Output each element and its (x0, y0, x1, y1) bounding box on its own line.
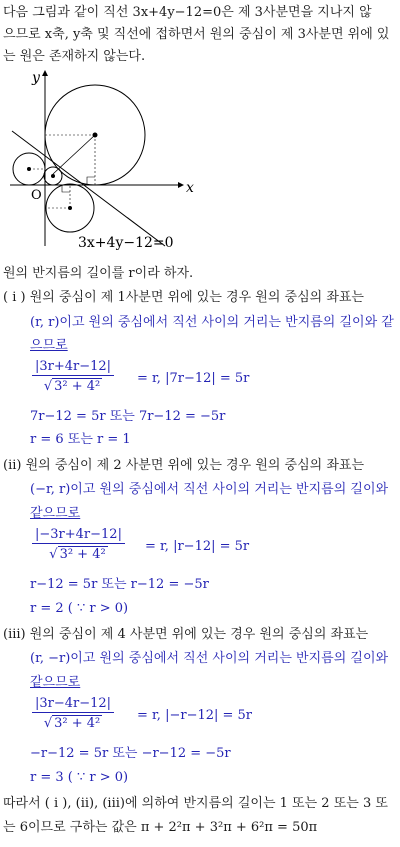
case2-eq1: r−12 = 5r 또는 r−12 = −5r (30, 577, 209, 592)
case1-fraction: $\frac{|3r+4r-12|}{\text{√ 3² + 4²}}$ (32, 359, 114, 394)
case1-line3: 으므로 (30, 338, 68, 353)
conclusion-line-1: 따라서 ( i ), (ii), (iii)에 의하여 반지름의 길이는 1 또는 2 또는 3 또 (3, 796, 388, 811)
case1-equation: = r, |7r−12| = 5r (137, 371, 250, 386)
intro-line-1: 다음 그림과 같이 직선 3x+4y−12=0은 제 3사분면을 지나지 않 (3, 5, 372, 20)
case3-fraction: $\frac{|3r-4r-12|}{\text{√ 3² + 4²}}$ (32, 696, 114, 731)
intro-line-2: 으므로 x축, y축 및 직선에 접하면서 원의 중심이 제 3사분면 위에 있 (3, 27, 390, 42)
case3-equation: = r, |−r−12| = 5r (137, 708, 253, 723)
origin-label: O (31, 188, 42, 203)
x-axis-label: x (186, 180, 194, 196)
case3-line3: 같으므로 (30, 675, 81, 690)
case1-eq1: 7r−12 = 5r 또는 7r−12 = −5r (30, 409, 226, 424)
right-angle-r3 (62, 185, 70, 192)
case1-title: ( i ) 원의 중심이 제 1사분면 위에 있는 경우 원의 중심의 좌표는 (3, 290, 364, 305)
x-axis-arrow (178, 182, 184, 188)
y-axis-label: y (32, 70, 40, 86)
case3-eq2: r = 3 ( ∵ r > 0) (30, 770, 129, 785)
case2-line2: (−r, r)이고 원의 중심에서 직선 사이의 거리는 반지름의 길이와 (30, 482, 389, 497)
case3-numerator: |3r−4r−12| (32, 696, 114, 713)
case2-denominator: 3² + 4² (59, 547, 106, 562)
case3-eq1: −r−12 = 5r 또는 −r−12 = −5r (30, 746, 231, 761)
intro-line-3: 는 원은 존재하지 않는다. (3, 49, 146, 64)
right-angle-r6 (87, 177, 95, 185)
case2-equation: = r, |r−12| = 5r (145, 539, 250, 554)
case2-eq2: r = 2 ( ∵ r > 0) (30, 601, 129, 616)
radius-intro: 원의 반지름의 길이를 r이라 하자. (3, 266, 194, 281)
case3-line2: (r, −r)이고 원의 중심에서 직선 사이의 거리는 반지름의 길이와 (30, 651, 389, 666)
case2-fraction: $\frac{|-3r+4r-12|}{\text{√ 3² + 4²}}$ (32, 527, 125, 562)
center-r1 (51, 174, 55, 178)
y-axis-arrow (42, 70, 48, 76)
case1-numerator: |3r+4r−12| (32, 359, 114, 376)
conclusion-line-2: 는 6이므로 구하는 값은 π + 2²π + 3²π + 6²π = 50π (3, 820, 318, 835)
case2-numerator: |−3r+4r−12| (32, 527, 125, 544)
line-equation-label: 3x+4y−12=0 (78, 235, 174, 251)
case1-denominator: 3² + 4² (54, 379, 101, 394)
circles-figure (0, 68, 400, 258)
case3-denominator: 3² + 4² (54, 716, 101, 731)
case2-line3: 같으므로 (30, 506, 81, 521)
case3-title: (iii) 원의 중심이 제 4 사분면 위에 있는 경우 원의 중심의 좌표는 (3, 627, 369, 642)
case1-eq2: r = 6 또는 r = 1 (30, 432, 131, 447)
case1-line2: (r, r)이고 원의 중심에서 직선 사이의 거리는 반지름의 길이와 같 (30, 315, 394, 330)
radius-r6 (53, 135, 95, 174)
case2-title: (ii) 원의 중심이 제 2 사분면 위에 있는 경우 원의 중심의 좌표는 (3, 458, 365, 473)
